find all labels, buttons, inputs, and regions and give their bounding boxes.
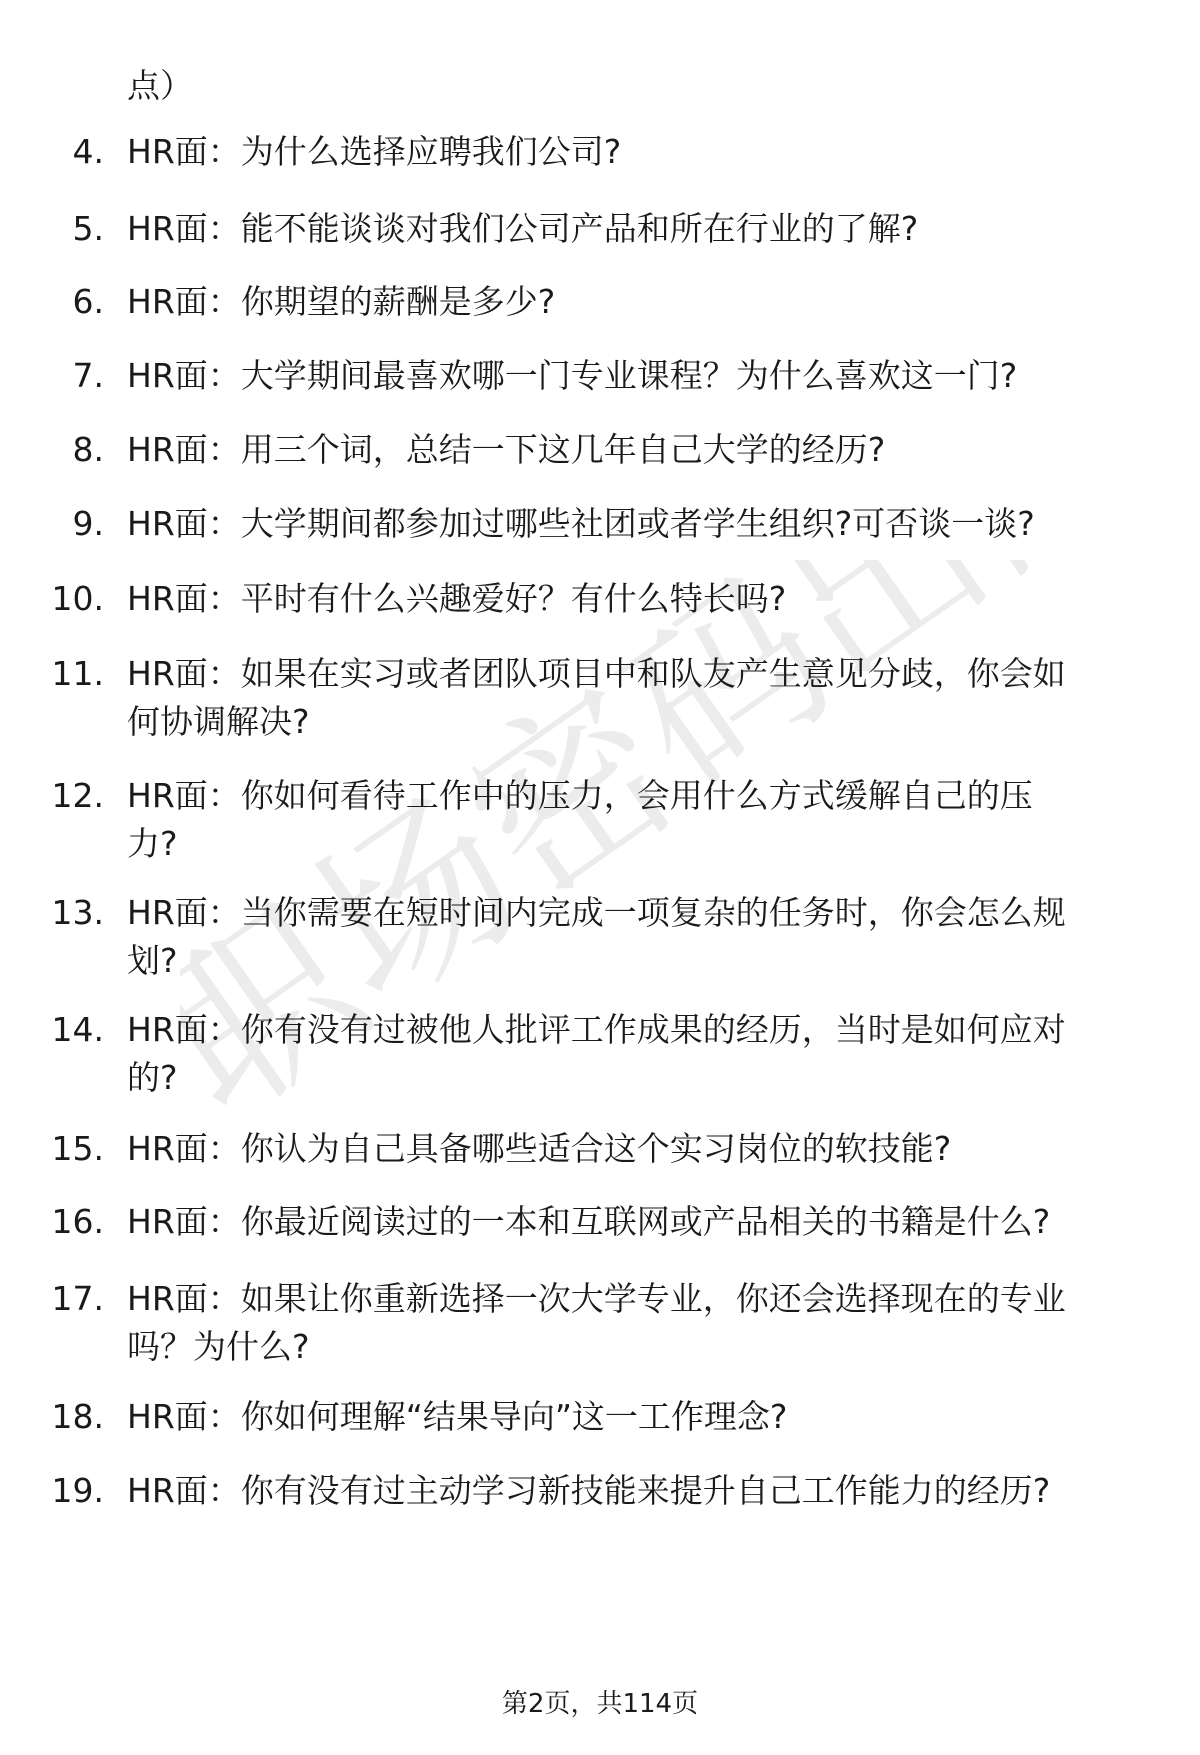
question-line: HR面：你认为自己具备哪些适合这个实习岗位的软技能?: [127, 1129, 952, 1168]
question-line-continued: 何协调解决?: [127, 702, 310, 741]
question-number: 14.: [51, 1010, 104, 1049]
question-text: [127, 500, 1157, 548]
question-text: [127, 889, 1157, 985]
question-text: [127, 575, 1157, 623]
question-line: HR面：平时有什么兴趣爱好？有什么特长吗?: [127, 579, 787, 618]
watermark-text: 职场密码出品: [180, 560, 1080, 1157]
question-line: HR面：大学期间最喜欢哪一门专业课程？为什么喜欢这一门?: [127, 356, 1018, 395]
question-number: 17.: [51, 1279, 104, 1318]
question-line: HR面：为什么选择应聘我们公司?: [127, 132, 622, 171]
question-text: [127, 278, 1157, 326]
question-text: [127, 352, 1157, 400]
question-number: 16.: [51, 1202, 104, 1241]
question-line: HR面：大学期间都参加过哪些社团或者学生组织?可否谈一谈?: [127, 504, 1035, 543]
question-line: HR面：能不能谈谈对我们公司产品和所在行业的了解?: [127, 209, 919, 248]
question-line: HR面：如果在实习或者团队项目中和队友产生意见分歧，你会如: [127, 654, 1066, 693]
question-line: HR面：你有没有过被他人批评工作成果的经历，当时是如何应对: [127, 1010, 1066, 1049]
question-line: HR面：用三个词，总结一下这几年自己大学的经历?: [127, 430, 886, 469]
question-line: HR面：你如何看待工作中的压力，会用什么方式缓解自己的压: [127, 776, 1033, 815]
question-number: 6.: [72, 282, 104, 321]
page-footer: 第2页，共114页: [501, 1689, 699, 1719]
question-line-continued: 划?: [127, 941, 178, 980]
question-number: 10.: [51, 579, 104, 618]
question-text: [127, 426, 1157, 474]
question-line: HR面：你如何理解“结果导向”这一工作理念?: [127, 1397, 788, 1436]
question-number: 12.: [51, 776, 104, 815]
question-number: 11.: [51, 654, 104, 693]
question-text: [127, 650, 1157, 746]
question-text: [127, 772, 1157, 868]
question-text: [127, 1125, 1157, 1173]
question-line: HR面：你期望的薪酬是多少?: [127, 282, 556, 321]
question-number: 9.: [72, 504, 104, 543]
question-line: HR面：当你需要在短时间内完成一项复杂的任务时，你会怎么规: [127, 893, 1066, 932]
question-line-continued: 吗？为什么?: [127, 1327, 310, 1366]
question-text: [127, 1467, 1157, 1515]
question-number: 4.: [72, 132, 104, 171]
question-text: [127, 1006, 1157, 1102]
question-text: [127, 1275, 1157, 1371]
question-line-continued: 力?: [127, 824, 178, 863]
question-number: 13.: [51, 893, 104, 932]
question-number: 5.: [72, 209, 104, 248]
question-number: 7.: [72, 356, 104, 395]
question-line: HR面：你最近阅读过的一本和互联网或产品相关的书籍是什么?: [127, 1202, 1051, 1241]
question-text: [127, 1393, 1157, 1441]
question-text: [127, 128, 1157, 176]
question-number: 18.: [51, 1397, 104, 1436]
question-number: 8.: [72, 430, 104, 469]
question-number: 15.: [51, 1129, 104, 1168]
question-line-continued: 的?: [127, 1058, 178, 1097]
question-text: [127, 205, 1157, 253]
question-number: 19.: [51, 1471, 104, 1510]
question-line: HR面：如果让你重新选择一次大学专业，你还会选择现在的专业: [127, 1279, 1066, 1318]
continuation-text: 点）: [127, 66, 193, 105]
question-text: [127, 1198, 1157, 1246]
question-line: HR面：你有没有过主动学习新技能来提升自己工作能力的经历?: [127, 1471, 1051, 1510]
